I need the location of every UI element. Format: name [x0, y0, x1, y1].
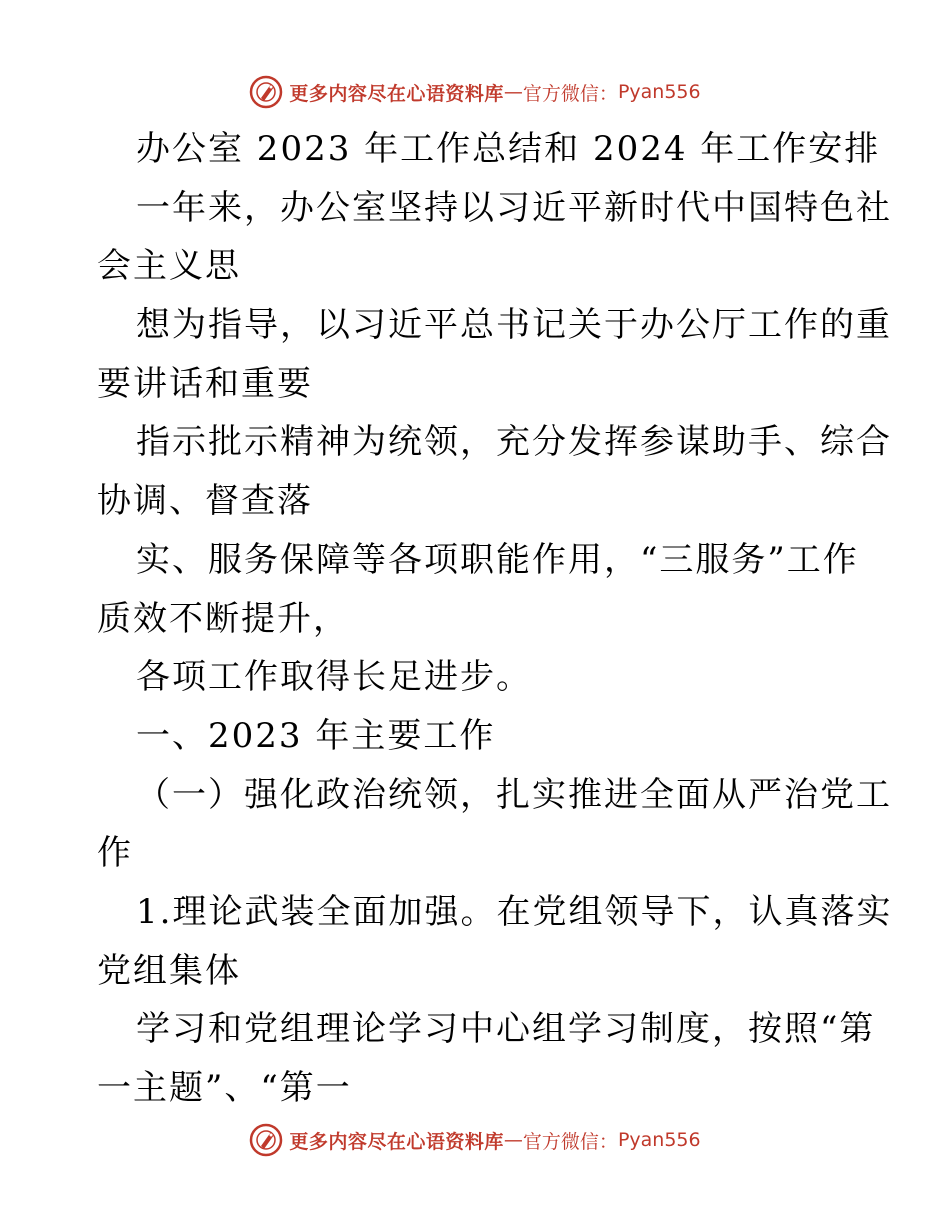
- paragraph-line: 各项工作取得长足进步。: [136, 657, 532, 698]
- banner-brand-text: 更多内容尽在心语资料库: [289, 82, 504, 105]
- paragraph-line: 党组集体: [97, 950, 241, 991]
- paragraph-line: 要讲话和重要: [97, 363, 313, 404]
- banner-separator: —: [503, 81, 523, 103]
- paragraph-line: 协调、督查落: [97, 481, 313, 522]
- banner-wechat-id: Pyan556: [617, 1129, 701, 1151]
- banner-brand-text: 更多内容尽在心语资料库: [289, 1130, 504, 1153]
- paragraph-line: 实、服务保障等各项职能作用，“三服务”工作: [136, 539, 859, 580]
- section-heading: 一、2023 年主要工作: [136, 715, 496, 756]
- paragraph-line: 想为指导，以习近平总书记关于办公厅工作的重: [136, 305, 892, 346]
- banner-wechat-id: Pyan556: [617, 81, 701, 103]
- paragraph-line: 作: [97, 833, 133, 874]
- banner-wechat-label: 官方微信：: [522, 82, 618, 105]
- paragraph-line: 一主题”、“第一: [97, 1068, 352, 1108]
- document-body: [97, 120, 893, 1118]
- subsection-heading: （一）强化政治统领，扎实推进全面从严治党工: [136, 774, 892, 815]
- document-title: 办公室 2023 年工作总结和 2024 年工作安排: [136, 129, 881, 169]
- footer-watermark-banner: [0, 1120, 950, 1160]
- paragraph-line: 学习和党组理论学习中心组学习制度，按照“第: [136, 1009, 876, 1050]
- paragraph-line: 指示批示精神为统领，充分发挥参谋助手、综合: [136, 422, 892, 463]
- pen-nib-logo-icon: [249, 75, 283, 109]
- paragraph-line: 一年来，办公室坚持以习近平新时代中国特色社: [136, 187, 892, 228]
- header-watermark-banner: [0, 72, 950, 112]
- paragraph-line: 会主义思: [97, 246, 241, 287]
- paragraph-line: 质效不断提升，: [97, 598, 349, 639]
- banner-separator: —: [503, 1129, 523, 1151]
- pen-nib-logo-icon: [249, 1123, 283, 1157]
- paragraph-line: 1.理论武装全面加强。在党组领导下，认真落实: [136, 891, 893, 932]
- banner-wechat-label: 官方微信：: [522, 1130, 618, 1153]
